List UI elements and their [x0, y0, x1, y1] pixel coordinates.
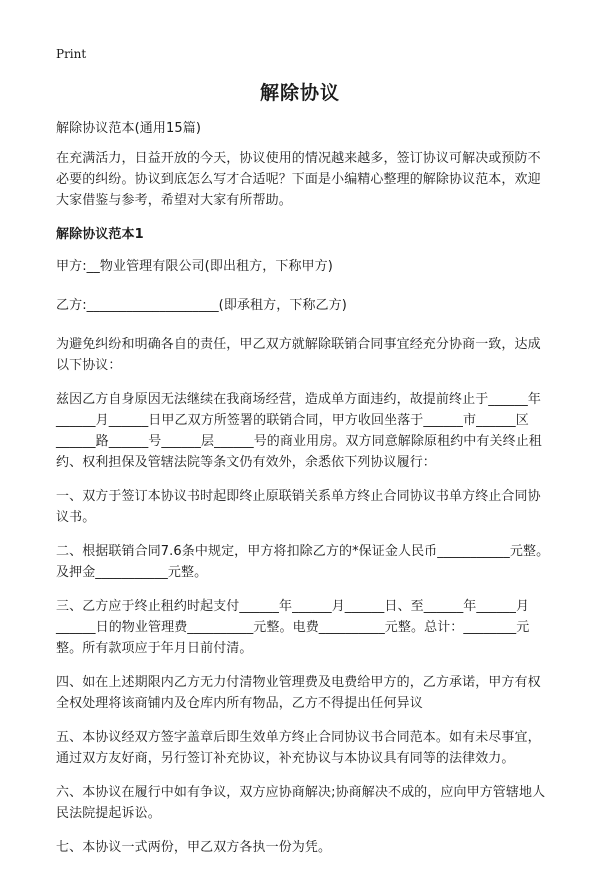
page-title: 解除协议 [259, 82, 340, 104]
clause-5: 五、本协议经双方签字盖章后即生效单方终止合同协议书合同范本。如有未尽事宜，通过双方友好商，另行签订补充协议，补充协议与本协议具有同等的法律效力。 [56, 730, 541, 766]
reason-paragraph: 兹因乙方自身原因无法继续在我商场经营，造成单方面违约，故提前终止于______年______月______日甲乙双方所签署的联销合同，甲方收回坐落于______市______区______路______号______层______号的商业用房。双方同意解除原租约中有关终止租约、权利担保及管辖法院等条文仍有效外，余悉依下列协议履行： [56, 392, 542, 470]
clause-6: 六、本协议在履行中如有争议，双方应协商解决;协商解决不成的，应向甲方管辖地人民法院提起诉讼。 [56, 785, 546, 821]
clause-3: 三、乙方应于终止租约时起支付______年______月______日、至______年______月______日的物业管理费__________元整。电费__________元整。总计：________元整。所有款项应于年月日前付清。 [56, 599, 530, 656]
purpose-paragraph: 为避免纠纷和明确各自的责任，甲乙双方就解除联销合同事宜经充分协商一致，达成以下协议： [56, 337, 541, 373]
party-a-line: 甲方:__物业管理有限公司(即出租方，下称甲方) [56, 259, 333, 274]
intro-paragraph: 在充满活力，日益开放的今天，协议使用的情况越来越多，签订协议可解决或预防不必要的纠纷。协议到底怎么写才合适呢？下面是小编精心整理的解除协议范本，欢迎大家借鉴与参考，希望对大家有所帮助。 [56, 151, 541, 208]
document-subtitle: 解除协议范本(通用15篇) [56, 121, 201, 136]
party-b-line: 乙方:____________________(即承租方，下称乙方) [56, 298, 347, 313]
clause-1: 一、双方于签订本协议书时起即终止原联销关系单方终止合同协议书单方终止合同协议书。 [56, 489, 541, 525]
clause-4: 四、如在上述期限内乙方无力付清物业管理费及电费给甲方的，乙方承诺，甲方有权全权处理将该商铺内及仓库内所有物品，乙方不得提出任何异议 [56, 675, 541, 711]
section-heading: 解除协议范本1 [56, 227, 144, 242]
document-body [56, 118, 550, 871]
clause-7: 七、本协议一式两份，甲乙双方各执一份为凭。 [56, 840, 332, 855]
clause-2: 二、根据联销合同7.6条中规定，甲方将扣除乙方的*保证金人民币___________元整。及押金___________元整。 [56, 544, 550, 580]
print-link[interactable]: Print [56, 47, 87, 61]
